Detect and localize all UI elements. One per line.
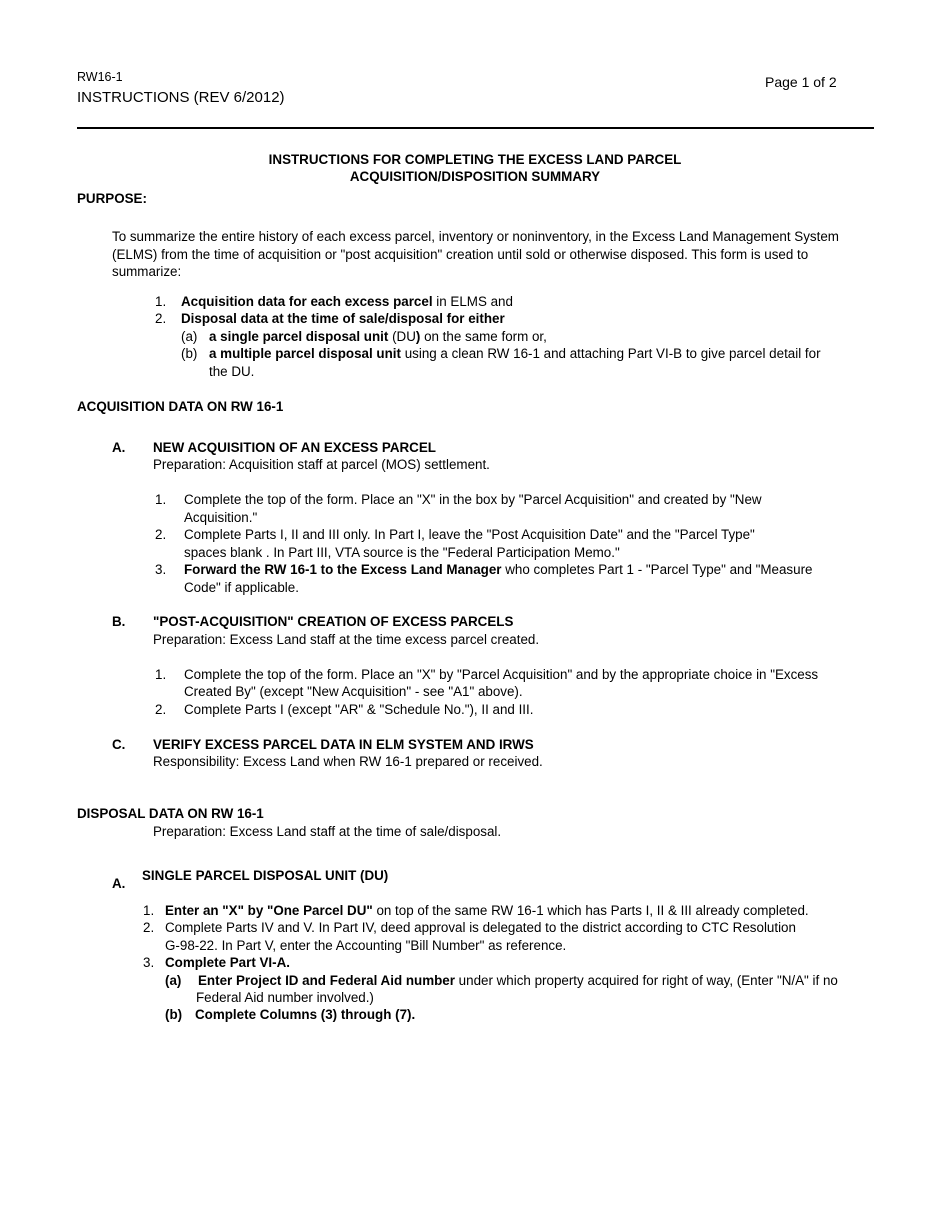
list-number: 2. (155, 702, 167, 717)
section-prep: Preparation: Excess Land staff at the time excess parcel created. (153, 632, 540, 647)
list-number: 1. (143, 903, 155, 918)
list-item-continuation: spaces blank . In Part III, VTA source is the "Federal Participation Memo." (184, 545, 620, 560)
list-item: Acquisition data for each excess parcel in ELMS and (181, 294, 513, 309)
header-divider (77, 127, 874, 129)
disposal-heading: DISPOSAL DATA ON RW 16-1 (77, 806, 264, 821)
section-letter: C. (112, 737, 126, 752)
section-title: VERIFY EXCESS PARCEL DATA IN ELM SYSTEM AND IRWS (153, 737, 534, 752)
section-title: SINGLE PARCEL DISPOSAL UNIT (DU) (142, 868, 389, 883)
list-number: 2. (155, 527, 167, 542)
list-item: Complete the top of the form. Place an "X" in the box by "Parcel Acquisition" and created by "New (184, 492, 762, 507)
sub-item: Enter Project ID and Federal Aid number under which property acquired for right of way, (Enter "N/A" if no (198, 973, 838, 988)
list-number: 1. (155, 294, 167, 309)
sub-item-continuation: the DU. (209, 364, 255, 379)
purpose-heading: PURPOSE: (77, 191, 147, 206)
purpose-line: (ELMS) from the time of acquisition or "post acquisition" creation until sold or otherwise disposed. This form is used to (112, 247, 809, 262)
list-item-continuation: Created By" (except "New Acquisition" - see "A1" above). (184, 684, 523, 699)
purpose-line: summarize: (112, 264, 182, 279)
sub-label: (a) (181, 329, 198, 344)
list-item: Enter an "X" by "One Parcel DU" on top of the same RW 16-1 which has Parts I, II & III already completed. (165, 903, 809, 918)
sub-label: (b) (181, 346, 198, 361)
list-item: Forward the RW 16-1 to the Excess Land Manager who completes Part 1 - "Parcel Type" and "Measure (184, 562, 813, 577)
sub-item: a multiple parcel disposal unit using a clean RW 16-1 and attaching Part VI-B to give parcel detail for (209, 346, 821, 361)
list-item: Disposal data at the time of sale/disposal for either (181, 311, 505, 326)
sub-item-continuation: Federal Aid number involved.) (196, 990, 374, 1005)
list-item-continuation: Acquisition." (184, 510, 258, 525)
disposal-prep: Preparation: Excess Land staff at the time of sale/disposal. (153, 824, 502, 839)
acquisition-heading: ACQUISITION DATA ON RW 16-1 (77, 399, 284, 414)
form-subtitle: INSTRUCTIONS (REV 6/2012) (77, 89, 285, 106)
list-item: Complete Parts I, II and III only. In Part I, leave the "Post Acquisition Date" and the "Parcel Type" (184, 527, 755, 542)
page-number: Page 1 of 2 (765, 74, 837, 90)
section-prep: Responsibility: Excess Land when RW 16-1 prepared or received. (153, 754, 543, 769)
section-letter: A. (112, 876, 126, 891)
section-title: NEW ACQUISITION OF AN EXCESS PARCEL (153, 440, 436, 455)
page-title-line2: ACQUISITION/DISPOSITION SUMMARY (349, 169, 601, 184)
list-item-continuation: G-98-22. In Part V, enter the Accounting "Bill Number" as reference. (165, 938, 567, 953)
list-item: Complete Part VI-A. (165, 955, 291, 970)
list-number: 3. (143, 955, 155, 970)
section-letter: B. (112, 614, 126, 629)
list-item: Complete Parts I (except "AR" & "Schedule No."), II and III. (184, 702, 534, 717)
sub-item: a single parcel disposal unit (DU) on the same form or, (209, 329, 547, 344)
page-title-line1: INSTRUCTIONS FOR COMPLETING THE EXCESS LAND PARCEL (268, 152, 682, 167)
section-prep: Preparation: Acquisition staff at parcel (MOS) settlement. (153, 457, 490, 472)
sub-label: (b) (165, 1007, 183, 1022)
section-letter: A. (112, 440, 126, 455)
sub-item: Complete Columns (3) through (7). (195, 1007, 416, 1022)
list-number: 1. (155, 667, 167, 682)
sub-label: (a) (165, 973, 182, 988)
list-item: Complete the top of the form. Place an "X" by "Parcel Acquisition" and by the appropriate choice in "Excess (184, 667, 819, 682)
form-id: RW16-1 (77, 70, 123, 84)
list-number: 3. (155, 562, 167, 577)
list-number: 2. (155, 311, 167, 326)
list-item-continuation: Code" if applicable. (184, 580, 299, 595)
list-number: 1. (155, 492, 167, 507)
section-title: "POST-ACQUISITION" CREATION OF EXCESS PARCELS (153, 614, 514, 629)
purpose-line: To summarize the entire history of each excess parcel, inventory or noninventory, in the Excess Land Management System (112, 229, 839, 244)
list-item: Complete Parts IV and V. In Part IV, deed approval is delegated to the district according to CTC Resolution (165, 920, 796, 935)
list-number: 2. (143, 920, 155, 935)
